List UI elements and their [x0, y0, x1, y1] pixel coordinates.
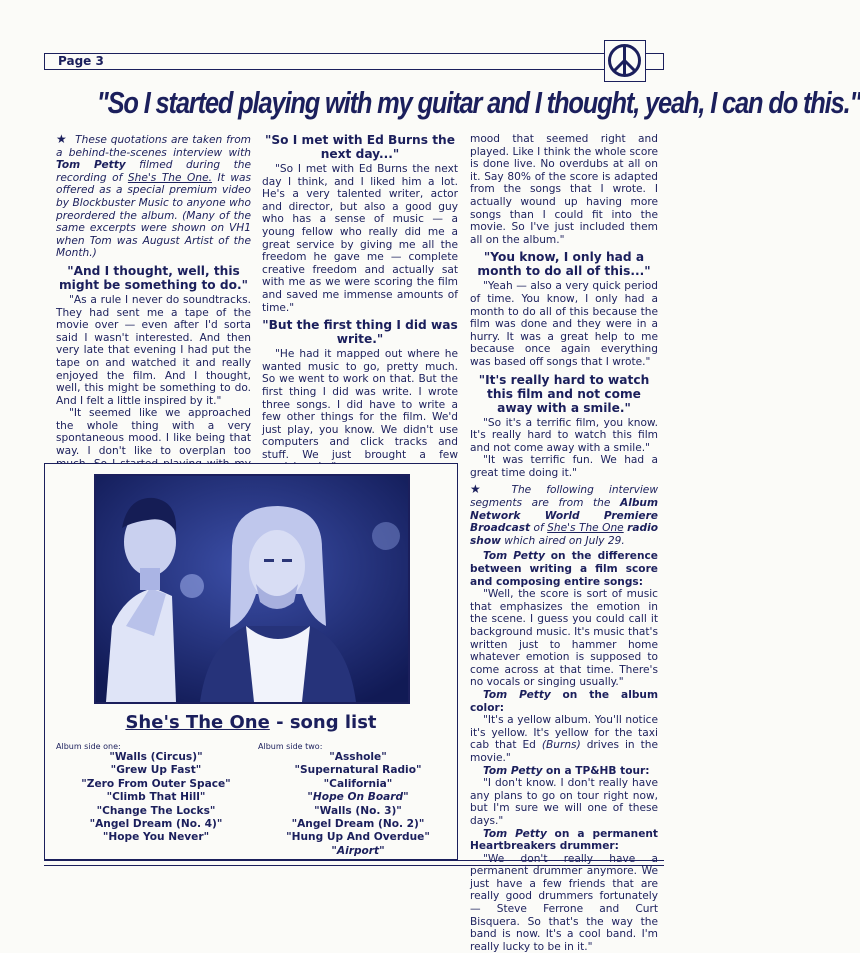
answer: "We don't really have a permanent drummer anymore. We just have a few friends that are really good drummers fortunately — Steve Ferrone and Curt Bisquera. So that's the way the band is now. It's a cool band. I'm really lucky to be in it."	[470, 852, 658, 953]
answer: "I don't know. I don't really have any plans to go on tour right now, but I'm sure we will one of these days."	[470, 777, 658, 827]
question: Tom Petty on a permanent Heartbreakers drummer:	[470, 827, 658, 853]
subheading: "It's really hard to watch this film and not come away with a smile."	[478, 372, 650, 415]
peace-sign-box	[604, 40, 646, 82]
song-item: "Hope You Never"	[102, 831, 210, 844]
radio-intro-paragraph: ★ The following interview segments are from the Album Network World Premiere Broadcast of She's The One radio show which aired on July 29.	[470, 482, 658, 547]
subheading: "And I thought, well, this might be something to do."	[58, 263, 248, 292]
star-icon: ★	[56, 132, 68, 146]
question: Tom Petty on a TP&HB tour:	[483, 764, 650, 777]
paragraph: "As a rule I never do soundtracks. They had sent me a tape of the movie over — even after I'd sorta said I wasn't interested. And then very late that evening I had put the tape on and watched it and really enjoyed the film. And I thought, well, this might be something to do. And I felt a little inspired by it."	[56, 293, 251, 407]
header-rule	[44, 53, 664, 70]
band-photo-image	[96, 476, 408, 702]
subheading: "So I met with Ed Burns the next day..."	[265, 133, 455, 161]
paragraph: "He had it mapped out where he wanted music to go, pretty much. So we went to work on that. But the first thing I did was write. I wrote three songs. I did have to write a few other things for the film. We'd just play, you know. We didn't use computers and click tracks and stuff. We just brought a few	[262, 348, 458, 461]
peace-sign-icon	[605, 41, 644, 80]
page-number: Page 3	[58, 54, 104, 68]
subheading: "You know, I only had a month to do all of this..."	[477, 250, 651, 279]
song-item: "Walls (Circus)"	[109, 751, 203, 763]
side-two-song-list	[258, 751, 458, 858]
footer-rule	[44, 860, 664, 866]
paragraph: "Yeah — also a very quick period of time. You know, I only had a month to do all of this because the film was done and they were in a hurry. It was a great help to me because once again everything was based off songs that I wrote."	[470, 280, 658, 368]
article-column-2	[262, 133, 458, 499]
question: Tom Petty on the difference between writing a film score and composing entire songs:	[470, 550, 658, 588]
band-photo	[94, 474, 410, 704]
intro-paragraph: ★ These quotations are taken from a behind-the-scenes interview with Tom Petty filmed during the recording of She's The One. It was offered as a special premium video by Blockbuster Music to anyone who preordered the album. (Many of the same excerpts were shown on VH1 when Tom was August Artist of the Month.)	[56, 132, 251, 260]
answer: "Well, the score is sort of music that emphasizes the emotion in the scene. I guess you could call it background music. It's music that's written just to hammer home whatever emotion is supposed to come across at that time. There's no vocals or singing usually."	[470, 588, 658, 689]
headline: "So I started playing with my guitar and I thought, yeah, I can do this."	[96, 85, 860, 120]
song-item: "Angel Dream (No. 4)"	[89, 818, 223, 831]
article-column-3	[470, 133, 658, 953]
song-item: "Hung Up And Overdue"	[286, 831, 430, 844]
song-item: "Change The Locks"	[96, 804, 216, 817]
paragraph: "It seemed like we approached the whole thing with a very spontaneous mood. I like being that way. I don't like to overplan too	[56, 407, 251, 458]
song-item: "Supernatural Radio"	[294, 764, 422, 777]
paragraph: mood that seemed right and played. Like I think the whole score is done live. No overdubs at all on it. Say 80% of the score is adapted from the songs that I wrote. I actually wound up having more songs than I could fit into the movie. So I've just included them all on the album."	[470, 133, 658, 246]
subheading: "But the first thing I did was write."	[262, 318, 458, 347]
star-icon: ★	[470, 482, 493, 497]
paragraph: "So it's a terrific film, you know. It's really hard to watch this film and not come away with a smile."	[470, 416, 658, 454]
side-two-label: Album side two:	[258, 742, 323, 751]
song-item: "Grew Up Fast"	[110, 764, 202, 777]
song-item: "California"	[323, 777, 393, 790]
song-item: "Hope On Board"	[307, 791, 409, 804]
song-list-title: She's The One - song list	[125, 712, 377, 733]
question: Tom Petty on the album color:	[470, 688, 658, 714]
answer: "It's a yellow album. You'll notice it's yellow. It's yellow for the taxi cab that Ed (Burns) drives in the movie."	[470, 714, 658, 764]
song-item: "Angel Dream (No. 2)"	[291, 818, 425, 831]
song-item: "Airport"	[331, 844, 385, 857]
side-one-song-list	[56, 751, 256, 845]
song-item: "Climb That Hill"	[106, 791, 206, 804]
side-one-label: Album side one:	[56, 742, 121, 751]
song-item: "Walls (No. 3)"	[314, 804, 402, 817]
song-item: "Zero From Outer Space"	[81, 777, 231, 790]
song-item: "Asshole"	[329, 751, 387, 763]
paragraph: "So I met with Ed Burns the next day I think, and I liked him a lot. He's a very talented writer, actor and director, but also a good guy who has a sense of music — a young fellow who really did me a great service by giving me all the freedom he gave me — complete creative freedom and actually sat with me as we were scoring the film and saved me immense amounts of time."	[262, 163, 458, 314]
paragraph: "It was terrific fun. We had a great time doing it."	[470, 454, 658, 479]
article-column-1	[56, 133, 251, 495]
